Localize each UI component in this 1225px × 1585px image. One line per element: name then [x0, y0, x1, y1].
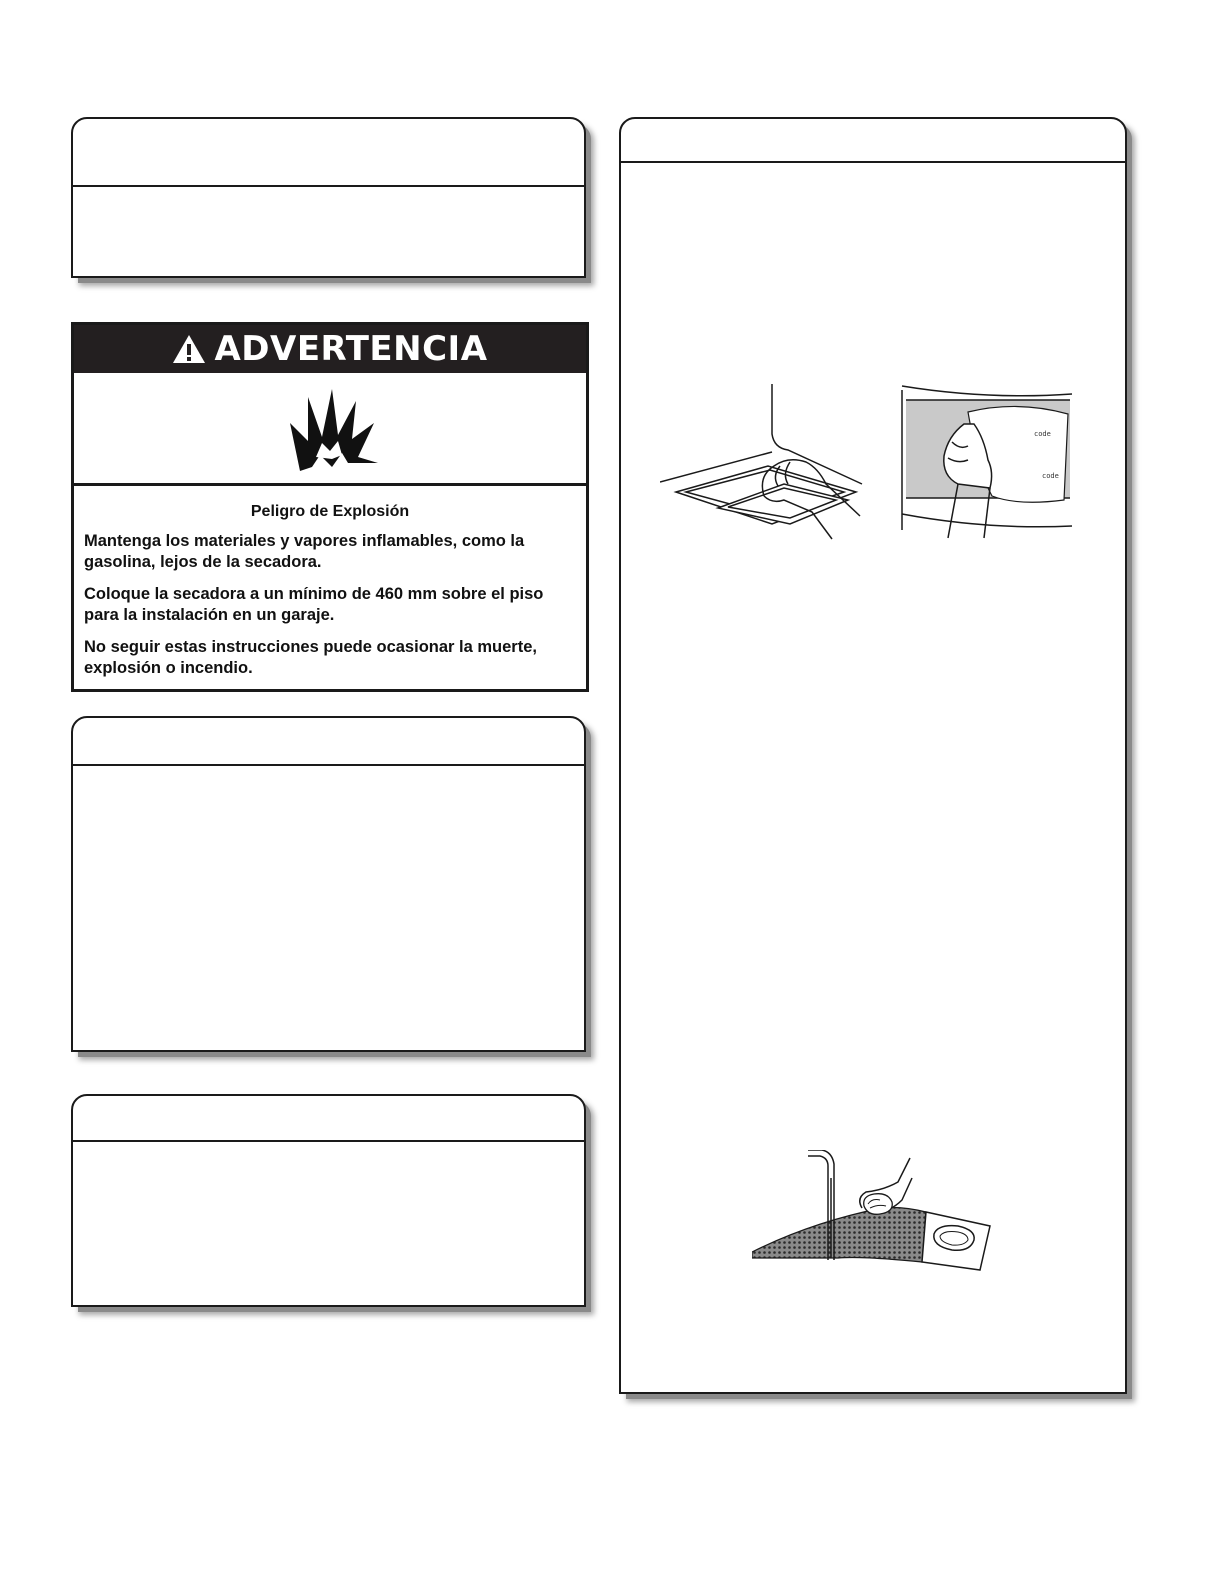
- warning-header: [74, 325, 586, 373]
- section-box-1: [71, 117, 586, 278]
- lint-screen-removal-illustration: [660, 384, 870, 544]
- warning-body: [84, 497, 576, 690]
- section-box-2: [71, 716, 586, 1052]
- section-header-rule: [73, 764, 584, 766]
- warning-paragraph-1: Mantenga los materiales y vapores inflamables, como la gasolina, lejos de la secadora.: [84, 532, 525, 571]
- warning-paragraph-2: Coloque la secadora a un mínimo de 460 mm sobre el piso para la instalación en un garaje.: [84, 585, 544, 624]
- warning-divider: [74, 483, 586, 486]
- label-sample-2: code: [1042, 472, 1059, 480]
- hazard-name: Peligro de Explosión: [250, 503, 410, 520]
- warning-title: ADVERTENCIA: [214, 329, 488, 369]
- lint-screen-washing-illustration: [752, 1150, 1002, 1280]
- lint-screen-wiping-illustration: [898, 380, 1074, 540]
- section-header-rule: [73, 185, 584, 187]
- section-header-rule: [621, 161, 1125, 163]
- section-box-3: [71, 1094, 586, 1307]
- explosion-icon: [282, 379, 382, 479]
- section-header-rule: [73, 1140, 584, 1142]
- warning-box: [71, 322, 589, 692]
- warning-paragraph-3: No seguir estas instrucciones puede ocasionar la muerte, explosión o incendio.: [84, 638, 537, 677]
- label-sample-1: code: [1034, 430, 1051, 438]
- warning-triangle-icon: [172, 334, 206, 364]
- warning-symbol-area: [74, 373, 586, 485]
